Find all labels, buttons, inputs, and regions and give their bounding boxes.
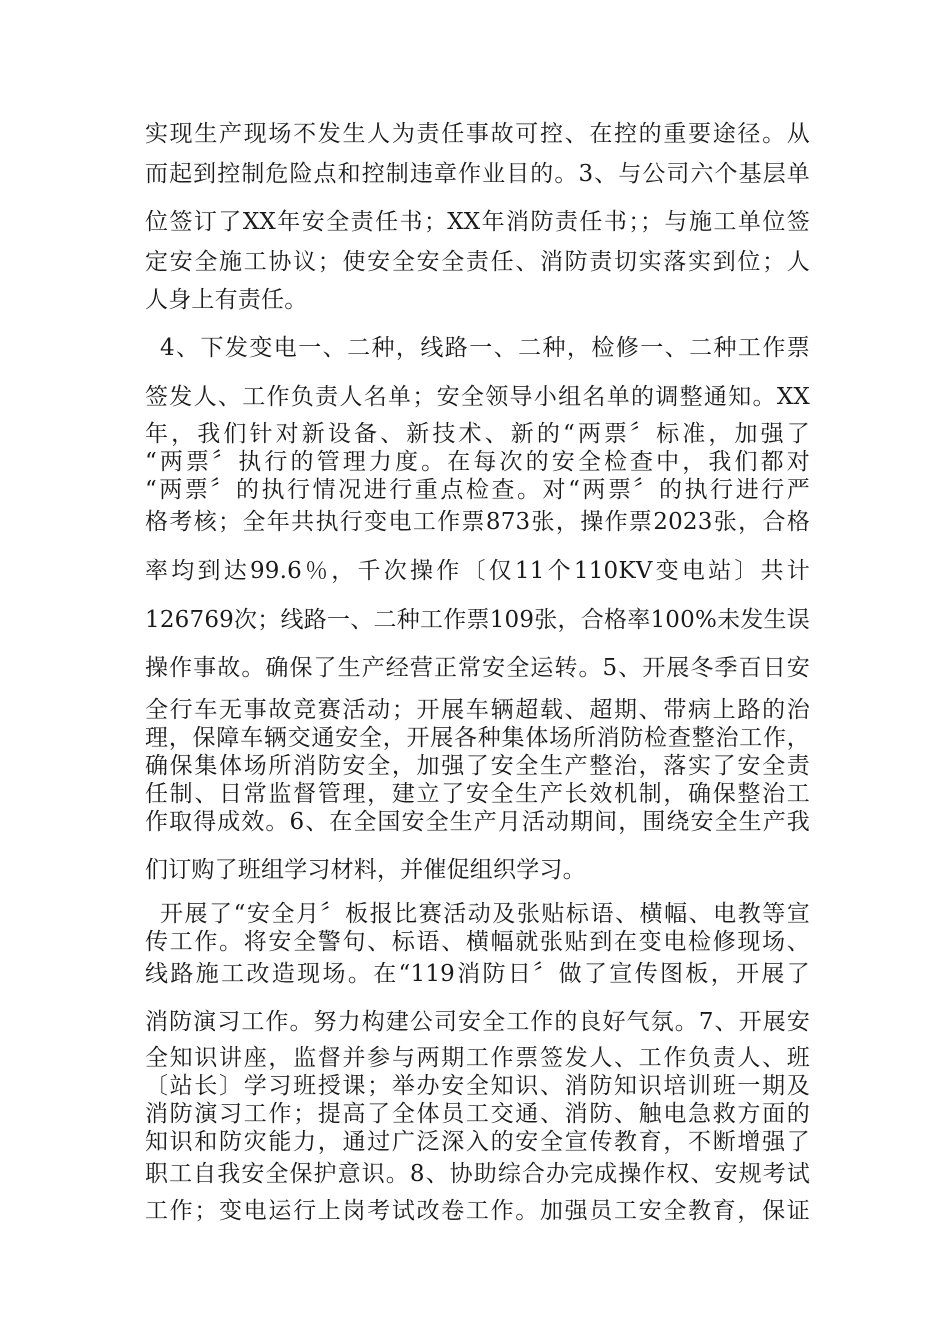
text-line: 们订购了班组学习材料，并催促组织学习。 [145, 857, 586, 883]
text-line: 操作事故。确保了生产经营正常安全运转。5、开展冬季百日安 [145, 655, 810, 681]
text-line: 作取得成效。6、在全国安全生产月活动期间，围绕安全生产我 [145, 809, 810, 835]
text-line: 人身上有责任。 [145, 287, 308, 313]
text-line: “两票〞执行的管理力度。在每次的安全检查中，我们都对 [145, 449, 810, 475]
text-line: 职工自我安全保护意识。8、协助综合办完成操作权、安规考试 [145, 1161, 810, 1187]
text-line: 任制、日常监督管理，建立了安全生产长效机制，确保整治工 [145, 781, 810, 807]
text-line: 全行车无事故竞赛活动；开展车辆超载、超期、带病上路的治 [145, 697, 810, 723]
text-line: 定安全施工协议；使安全安全责任、消防责切实落实到位；人 [145, 249, 810, 275]
text-line: 而起到控制危险点和控制违章作业目的。3、与公司六个基层单 [145, 161, 810, 187]
text-line: 率均到达99.6％，千次操作〔仅11个110KV变电站〕共计 [145, 558, 810, 584]
text-line: “两票〞的执行情况进行重点检查。对“两票〞的执行进行严 [145, 477, 810, 503]
text-line: 格考核；全年共执行变电工作票873张，操作票2023张，合格 [145, 509, 810, 535]
text-line: 线路施工改造现场。在“119消防日〞做了宣传图板，开展了 [145, 961, 810, 987]
text-line: 〔站长〕学习班授课；举办安全知识、消防知识培训班一期及 [145, 1073, 810, 1099]
text-line: 消防演习工作；提高了全体员工交通、消防、触电急救方面的 [145, 1101, 810, 1127]
text-line: 位签订了XX年安全责任书；XX年消防责任书；；与施工单位签 [145, 209, 810, 235]
text-line: 126769次；线路一、二种工作票109张，合格率100%未发生误 [145, 607, 810, 633]
text-line: 消防演习工作。努力构建公司安全工作的良好气氛。7、开展安 [145, 1009, 810, 1035]
text-line: 确保集体场所消防安全，加强了安全生产整治，落实了安全责 [145, 753, 810, 779]
text-line: 4、下发变电一、二种，线路一、二种，检修一、二种工作票 [160, 335, 810, 361]
text-line: 实现生产现场不发生人为责任事故可控、在控的重要途径。从 [145, 121, 810, 147]
text-line: 理，保障车辆交通安全，开展各种集体场所消防检查整治工作， [145, 725, 810, 751]
text-line: 年，我们针对新设备、新技术、新的“两票〞标准，加强了 [145, 421, 810, 447]
text-line: 全知识讲座，监督并参与两期工作票签发人、工作负责人、班 [145, 1045, 810, 1071]
text-line: 知识和防灾能力，通过广泛深入的安全宣传教育，不断增强了 [145, 1129, 810, 1155]
text-line: 传工作。将安全警句、标语、横幅就张贴到在变电检修现场、 [145, 929, 810, 955]
text-line: 工作；变电运行上岗考试改卷工作。加强员工安全教育，保证 [145, 1198, 810, 1224]
text-line: 签发人、工作负责人名单；安全领导小组名单的调整通知。XX [145, 384, 810, 410]
text-line: 开展了“安全月〞板报比赛活动及张贴标语、横幅、电教等宣 [160, 901, 810, 927]
